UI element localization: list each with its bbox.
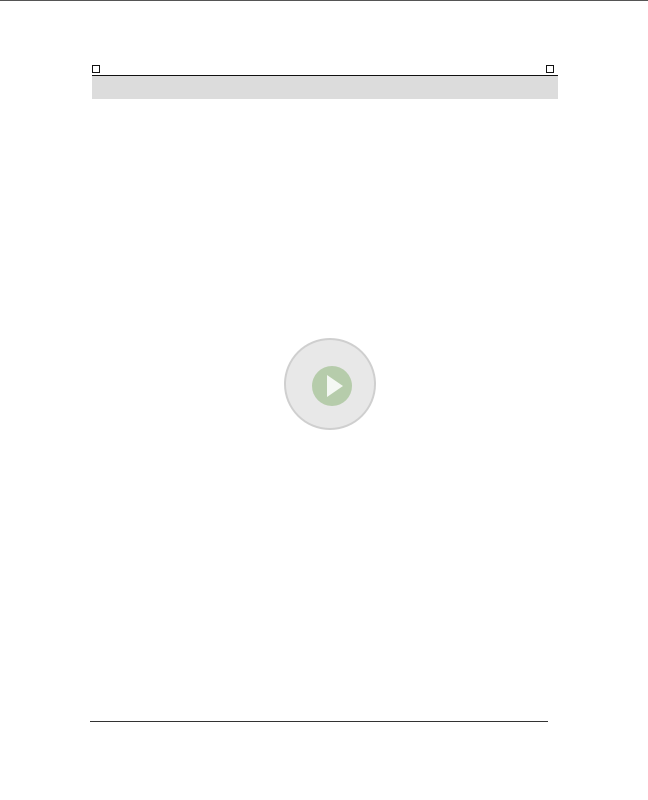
checkbox-square-icon [92,65,100,73]
play-icon [327,375,343,397]
running-head [92,62,558,76]
footer-rule [90,721,548,722]
watermark-logo [284,338,376,430]
top-border-line [0,0,648,1]
checkbox-square-icon [546,65,554,73]
contents-page [92,62,558,99]
column-header [92,76,558,99]
